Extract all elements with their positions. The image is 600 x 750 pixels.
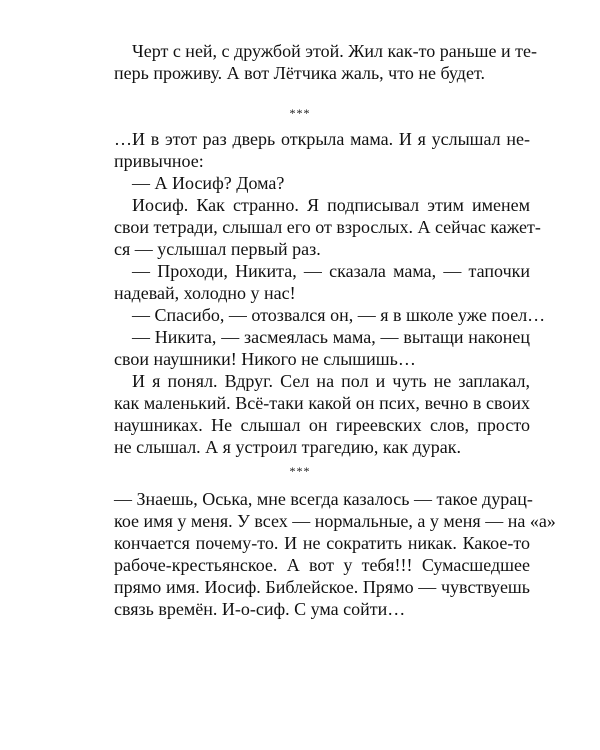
section-separator: ***	[289, 106, 311, 120]
paragraph-line: кое имя у меня. У всех — нормальные, а у меня — на «а»	[114, 511, 556, 531]
paragraph-line: …И в этот раз дверь открыла мама. И я услышал не-	[114, 129, 530, 149]
section-separator: ***	[289, 464, 311, 478]
paragraph-line: — А Иосиф? Дома?	[132, 173, 285, 193]
paragraph-line: перь проживу. А вот Лётчика жаль, что не будет.	[114, 63, 485, 83]
paragraph-line: прямо имя. Иосиф. Библейское. Прямо — чувствуешь	[114, 577, 530, 597]
paragraph-line: связь времён. И-о-сиф. С ума сойти…	[114, 599, 406, 619]
paragraph-line: — Знаешь, Оська, мне всегда казалось — такое дурац-	[114, 489, 533, 509]
paragraph-line: — Никита, — засмеялась мама, — вытащи наконец	[132, 327, 530, 347]
paragraph-line: свои тетради, слышал его от взрослых. А сейчас кажет-	[114, 217, 541, 237]
paragraph-line: рабоче-крестьянское. А вот у тебя!!! Сумасшедшее	[114, 555, 530, 575]
paragraph-line: ся — услышал первый раз.	[114, 239, 321, 259]
paragraph-line: — Проходи, Никита, — сказала мама, — тапочки	[132, 261, 530, 281]
paragraph-line: не слышал. А я устроил трагедию, как дурак.	[114, 437, 461, 457]
paragraph-line: И я понял. Вдруг. Сел на пол и чуть не заплакал,	[132, 371, 530, 391]
paragraph-line: как маленький. Всё-таки какой он псих, вечно в своих	[114, 393, 530, 413]
paragraph-line: надевай, холодно у нас!	[114, 283, 296, 303]
paragraph-line: привычное:	[114, 151, 204, 171]
paragraph-line: кончается почему-то. И не сократить никак. Какое-то	[114, 533, 530, 553]
paragraph-line: — Спасибо, — отозвался он, — я в школе уже поел…	[132, 305, 546, 325]
paragraph-line: Иосиф. Как странно. Я подписывал этим именем	[132, 195, 530, 215]
paragraph-line: наушниках. Не слышал он гиреевских слов, просто	[114, 415, 530, 435]
paragraph-line: свои наушники! Никого не слышишь…	[114, 349, 416, 369]
paragraph-line: Черт с ней, с дружбой этой. Жил как-то раньше и те-	[132, 41, 537, 61]
